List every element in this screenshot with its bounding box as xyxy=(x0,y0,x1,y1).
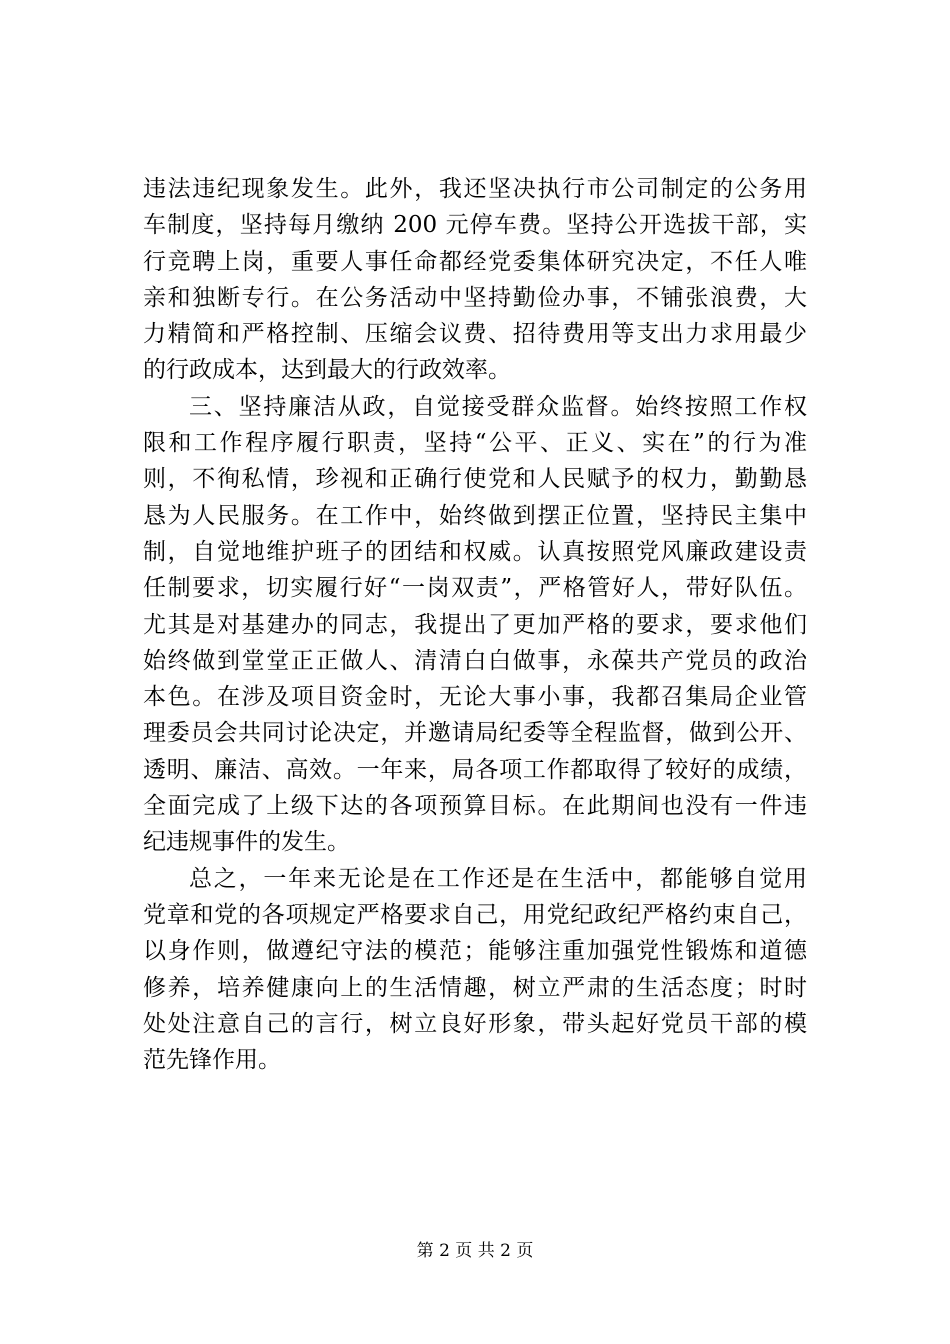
text-line: 力精简和严格控制、压缩会议费、招待费用等支出力求用最少 xyxy=(143,321,807,348)
text-line: 本色。在涉及项目资金时，无论大事小事，我都召集局企业管 xyxy=(143,684,807,711)
text-line: 理委员会共同讨论决定，并邀请局纪委等全程监督，做到公开、 xyxy=(143,720,807,747)
text-line: 制，自觉地维护班子的团结和权威。认真按照党风廉政建设责 xyxy=(143,538,807,565)
body-text xyxy=(143,171,807,1078)
text-line: 三、坚持廉洁从政，自觉接受群众监督。始终按照工作权 xyxy=(189,393,807,420)
text-line: 范先锋作用。 xyxy=(143,1047,281,1074)
text-line: 限和工作程序履行职责，坚持“公平、正义、实在”的行为准 xyxy=(143,430,807,457)
text-line: 车制度，坚持每月缴纳 200 元停车费。坚持公开选拔干部，实 xyxy=(143,212,807,239)
text-line: 亲和独断专行。在公务活动中坚持勤俭办事，不铺张浪费，大 xyxy=(143,284,807,311)
text-line: 尤其是对基建办的同志，我提出了更加严格的要求，要求他们 xyxy=(143,611,807,638)
text-line: 党章和党的各项规定严格要求自己，用党纪政纪严格约束自己， xyxy=(143,901,807,928)
text-line: 违法违纪现象发生。此外，我还坚决执行市公司制定的公务用 xyxy=(143,176,807,202)
text-line: 处处注意自己的言行，树立良好形象，带头起好党员干部的模 xyxy=(143,1010,807,1037)
text-line: 任制要求，切实履行好“一岗双责”，严格管好人，带好队伍。 xyxy=(143,575,807,602)
text-line: 纪违规事件的发生。 xyxy=(143,829,350,856)
text-line: 的行政成本，达到最大的行政效率。 xyxy=(143,357,511,384)
text-line: 则，不徇私情，珍视和正确行使党和人民赋予的权力，勤勤恳 xyxy=(143,466,807,493)
page-footer: 第 2 页 共 2 页 xyxy=(416,1241,534,1261)
text-line: 全面完成了上级下达的各项预算目标。在此期间也没有一件违 xyxy=(143,793,807,820)
text-line: 修养，培养健康向上的生活情趣，树立严肃的生活态度；时时 xyxy=(143,974,807,1001)
text-line: 总之，一年来无论是在工作还是在生活中，都能够自觉用 xyxy=(189,865,807,892)
text-line: 行竞聘上岗，重要人事任命都经党委集体研究决定，不任人唯 xyxy=(143,248,807,275)
text-line: 恳为人民服务。在工作中，始终做到摆正位置，坚持民主集中 xyxy=(143,502,807,529)
text-line: 透明、廉洁、高效。一年来，局各项工作都取得了较好的成绩， xyxy=(143,756,807,783)
text-line: 始终做到堂堂正正做人、清清白白做事，永葆共产党员的政治 xyxy=(143,647,807,674)
text-line: 以身作则，做遵纪守法的模范；能够注重加强党性锻炼和道德 xyxy=(143,938,807,965)
